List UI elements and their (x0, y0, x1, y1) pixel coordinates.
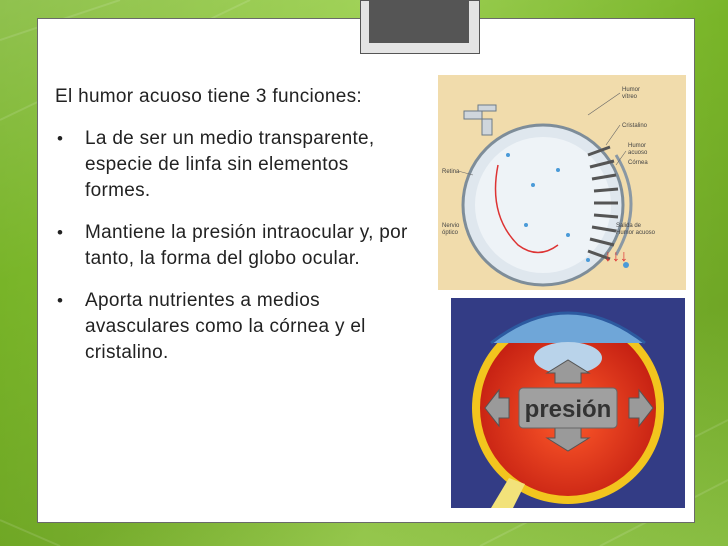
label-nerve: Nervio (442, 223, 460, 229)
bullet-list (55, 126, 415, 366)
label-outflow: Salida de (616, 223, 642, 229)
label-aqueous: Humor (628, 143, 647, 149)
pressure-svg (451, 298, 685, 508)
pressure-figure (451, 298, 685, 508)
svg-text:↓↓↓: ↓↓↓ (604, 248, 628, 265)
pressure-label: presión (524, 396, 612, 423)
outflow-arrows (604, 248, 628, 265)
slide-body (55, 84, 415, 382)
bullet-item (55, 126, 415, 204)
eye-diagram-figure (438, 75, 686, 290)
bullet-icon: • (57, 129, 64, 148)
label-aqueous-2: acuoso (628, 150, 648, 156)
slide-tab-decoration (360, 0, 480, 54)
label-vitreous-2: vítreo (622, 94, 638, 100)
label-retina: Retina (442, 169, 460, 175)
bullet-text: Aporta nutrientes a medios avasculares como la córnea y el cristalino. (85, 290, 366, 363)
faucet-icon (464, 105, 496, 135)
intro-text: El humor acuoso tiene 3 funciones: (55, 86, 362, 107)
label-lens: Cristalino (622, 123, 648, 129)
label-outflow-2: Humor acuoso (616, 230, 656, 236)
label-cornea: Córnea (628, 160, 648, 166)
bullet-item (55, 288, 415, 366)
label-vitreous: Humor (622, 87, 641, 93)
cornea-shape (491, 313, 645, 343)
slide-tab-inner (369, 1, 469, 43)
optic-nerve-shape (491, 478, 525, 508)
bullet-text: Mantiene la presión intraocular y, por tanto, la forma del globo ocular. (85, 222, 408, 269)
bullet-item (55, 220, 415, 272)
label-nerve-2: óptico (442, 230, 459, 236)
eye-diagram-svg (438, 75, 686, 290)
bullet-text: La de ser un medio transparente, especie de linfa sin elementos formes. (85, 128, 375, 201)
bullet-icon: • (57, 291, 64, 310)
bullet-icon: • (57, 223, 64, 242)
